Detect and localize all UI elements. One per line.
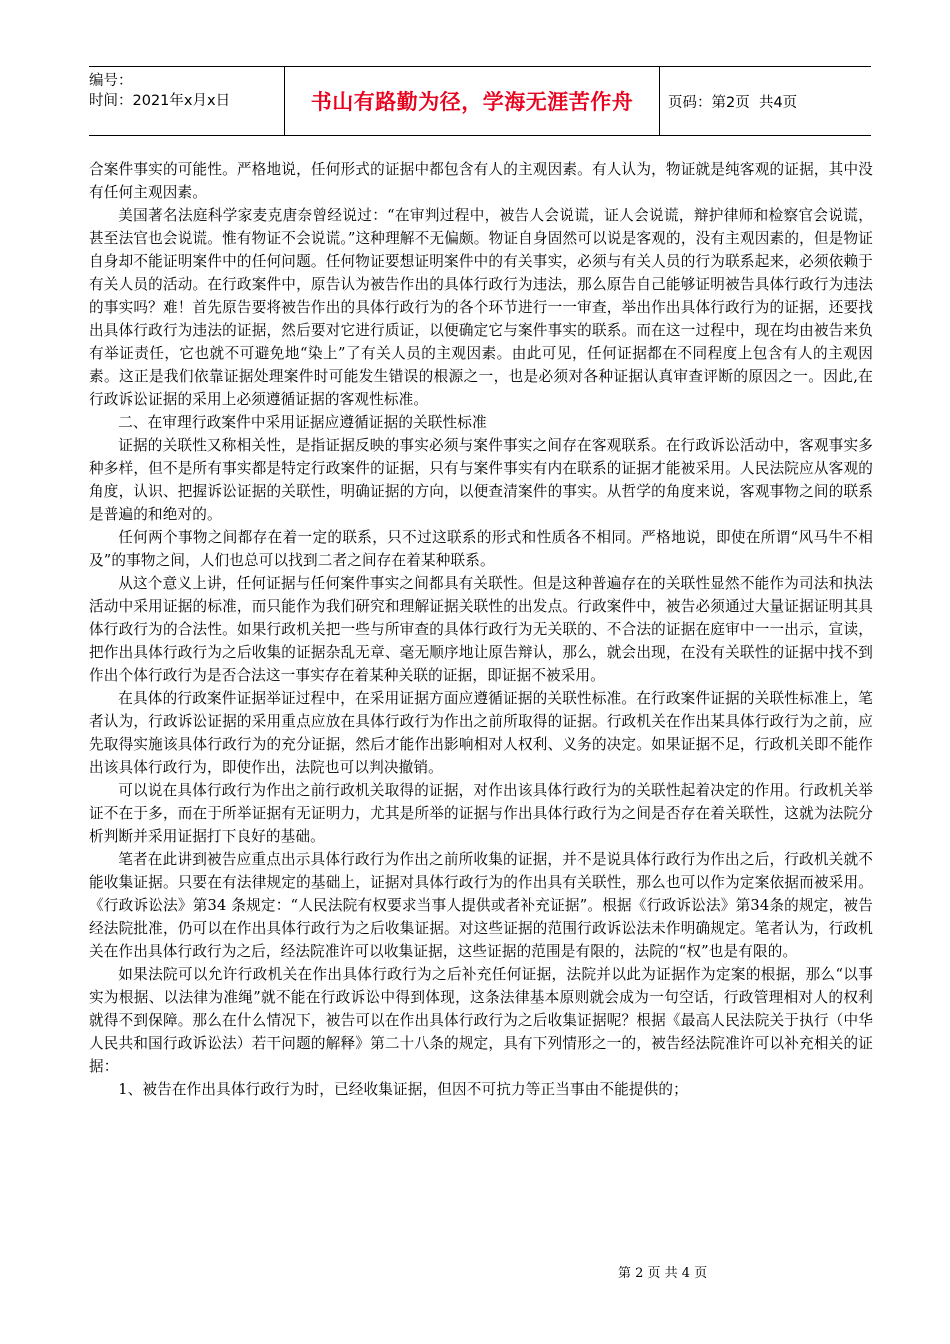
paragraph: 如果法院可以允许行政机关在作出具体行政行为之后补充任何证据，法院并以此为证据作为定案的根据，那么“以事实为根据、以法律为准绳”就不能在行政诉讼中得到体现，这条法律基本原则就会成为一句空话，行政管理相对人的权利就得不到保障。那么在什么情况下，被告可以在作出具体行政行为之后收集证据呢？根据《最高人民法院关于执行（中华人民共和国行政诉讼法）若干问题的解释》第二十八条的规定，具有下列情形之一的，被告经法院准许可以补充相关的证据： xyxy=(89,966,873,1075)
header-motto: 书山有路勤为径，学海无涯苦作舟 xyxy=(285,67,660,135)
paragraph: 美国著名法庭科学家麦克唐奈曾经说过：“在审判过程中，被告人会说谎，证人会说谎，辩护律师和检察官会说谎，甚至法官也会说谎。惟有物证不会说谎。”这种理解不无偏颇。物证自身固然可以说是客观的，没有主观因素的，但是物证自身却不能证明案件中的任何问题。任何物证要想证明案件中的有关事实，必须与有关人员的行为联系起来，必须依赖于有关人员的活动。在行政案件中，原告认为被告作出的具体行政行为违法，那么原告自己能够证明被告具体行政行为违法的事实吗？难！首先原告要将被告作出的具体行政行为的各个环节进行一一审查，举出作出具体行政行为的证据，还要找出具体行政行为违法的证据，然后要对它进行质证，以便确定它与案件事实的联系。而在这一过程中，现在均由被告来负有举证责任，它也就不可避免地“染上”了有关人员的主观因素。由此可见，任何证据都在不同程度上包含有人的主观因素。这正是我们依靠证据处理案件时可能发生错误的根源之一，也是必须对各种证据认真审查评断的原因之一。因此,在行政诉讼证据的采用上必须遵循证据的客观性标准。 xyxy=(89,207,873,408)
paragraph: 在具体的行政案件证据举证过程中，在采用证据方面应遵循证据的关联性标准。在行政案件证据的关联性标准上，笔者认为，行政诉讼证据的采用重点应放在具体行政行为作出之前所取得的证据。行政机关在作出某具体行政行为之前，应先取得实施该具体行政行为的充分证据，然后才能作出影响相对人权利、义务的决定。如果证据不足，行政机关即不能作出该具体行政行为，即使作出，法院也可以判决撤销。 xyxy=(89,690,873,776)
list-item: 1、被告在作出具体行政行为时，已经收集证据，但因不可抗力等正当事由不能提供的； xyxy=(118,1081,688,1098)
paragraph: 证据的关联性又称相关性，是指证据反映的事实必须与案件事实之间存在客观联系。在行政诉讼活动中，客观事实多种多样，但不是所有事实都是特定行政案件的证据，只有与案件事实有内在联系的证据才能被采用。人民法院应从客观的角度，认识、把握诉讼证据的关联性，明确证据的方向，以便查清案件的事实。从哲学的角度来说，客观事物之间的联系是普遍的和绝对的。 xyxy=(89,437,873,523)
paragraph: 可以说在具体行政行为作出之前行政机关取得的证据，对作出该具体行政行为的关联性起着决定的作用。行政机关举证不在于多，而在于所举证据有无证明力，尤其是所举的证据与作出具体行政行为之间是否存在着关联性，这就为法院分析判断并采用证据打下良好的基础。 xyxy=(89,782,873,845)
page-footer: 第 2 页 共 4 页 xyxy=(618,1266,708,1281)
paragraph: 合案件事实的可能性。严格地说，任何形式的证据中都包含有人的主观因素。有人认为，物证就是纯客观的证据，其中没有任何主观因素。 xyxy=(89,161,873,201)
paragraph: 笔者在此讲到被告应重点出示具体行政行为作出之前所收集的证据，并不是说具体行政行为作出之后，行政机关就不能收集证据。只要在有法律规定的基础上，证据对具体行政行为的作出具有关联性，那么也可以作为定案依据而被采用。《行政诉讼法》第34 条规定：“人民法院有权要求当事人提供或者补充证据”。根据《行政诉讼法》第34条的规定，被告经法院批准，仍可以在作出具体行政行为之后收集证据。对这些证据的范围行政诉讼法未作明确规定。笔者认为，行政机关在作出具体行政行为之后，经法院准许可以收集证据，这些证据的范围是有限的，法院的“权”也是有限的。 xyxy=(89,851,873,960)
document-body xyxy=(89,158,873,1101)
document-date-label: 时间：2021年x月x日 xyxy=(89,93,231,109)
paragraph: 任何两个事物之间都存在着一定的联系，只不过这联系的形式和性质各不相同。严格地说，即使在所谓“风马牛不相及”的事物之间，人们也总可以找到二者之间存在着某种联系。 xyxy=(89,529,873,569)
document-number-label: 编号： xyxy=(89,73,133,89)
paragraph: 从这个意义上讲，任何证据与任何案件事实之间都具有关联性。但是这种普遍存在的关联性显然不能作为司法和执法活动中采用证据的标准，而只能作为我们研究和理解证据关联性的出发点。行政案件中，被告必须通过大量证据证明其具体行政行为的合法性。如果行政机关把一些与所审查的具体行政行为无关联的、不合法的证据在庭审中一一出示，宣读，把作出具体行政行为之后收集的证据杂乱无章、毫无顺序地让原告辩认，那么，就会出现，在没有关联性的证据中找不到作出个体行政行为是否合法这一事实存在着某种关联的证据，即证据不被采用。 xyxy=(89,575,873,684)
header-page-info: 页码：第2页 共4页 xyxy=(668,94,798,111)
page-header xyxy=(89,66,871,136)
section-heading: 二、在审理行政案件中采用证据应遵循证据的关联性标准 xyxy=(118,414,487,431)
header-meta xyxy=(89,67,285,135)
